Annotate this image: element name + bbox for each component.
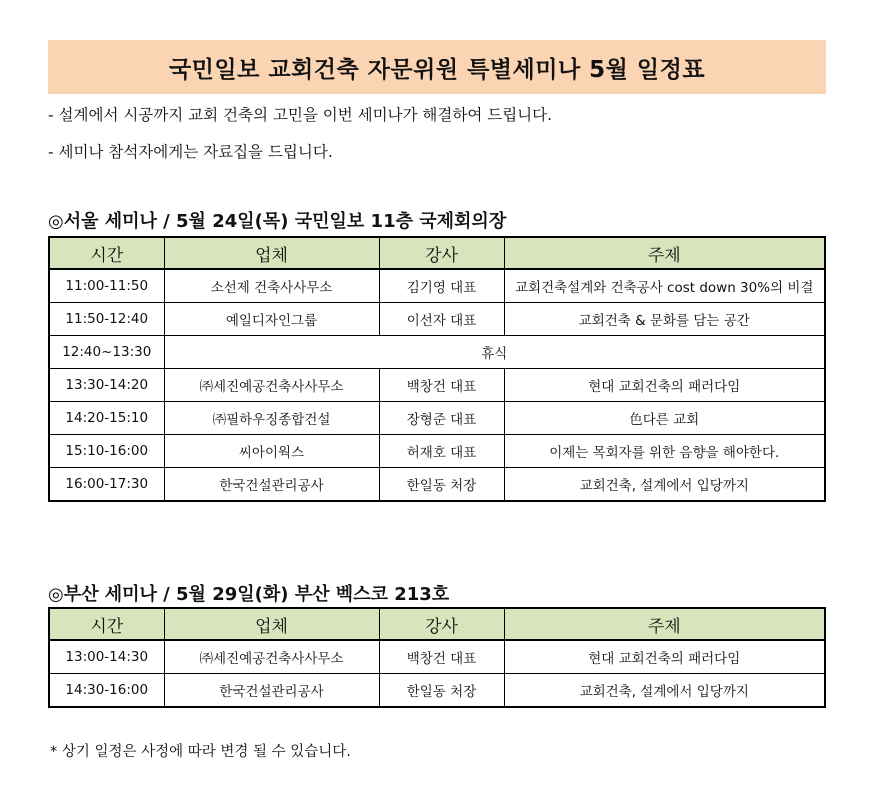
cell-topic: 교회건축설계와 건축공사 cost down 30%의 비결 [504, 269, 825, 303]
cell-topic: 교회건축, 설계에서 입당까지 [504, 674, 825, 708]
header-company: 업체 [164, 237, 379, 269]
cell-company: ㈜필하우징종합건설 [164, 402, 379, 435]
cell-company: 한국건설관리공사 [164, 468, 379, 502]
header-row [49, 608, 825, 640]
cell-topic: 교회건축, 설계에서 입당까지 [504, 468, 825, 502]
cell-time: 12:40~13:30 [49, 336, 164, 369]
cell-speaker: 백창건 대표 [379, 369, 504, 402]
cell-speaker: 백창건 대표 [379, 640, 504, 674]
cell-speaker: 김기영 대표 [379, 269, 504, 303]
header-time: 시간 [49, 237, 164, 269]
table-row [49, 640, 825, 674]
table-row [49, 468, 825, 502]
cell-topic: 현대 교회건축의 패러다임 [504, 369, 825, 402]
break-row [49, 336, 825, 369]
table-row [49, 303, 825, 336]
cell-time: 11:50-12:40 [49, 303, 164, 336]
cell-time: 13:00-14:30 [49, 640, 164, 674]
table-row [49, 369, 825, 402]
cell-speaker: 이선자 대표 [379, 303, 504, 336]
busan-section-title: ◎부산 세미나 / 5월 29일(화) 부산 벡스코 213호 [48, 584, 450, 605]
header-row [49, 237, 825, 269]
header-speaker: 강사 [379, 608, 504, 640]
page-title-text: 국민일보 교회건축 자문위원 특별세미나 5월 일정표 [168, 56, 706, 83]
cell-company: ㈜세진예공건축사사무소 [164, 369, 379, 402]
cell-company: ㈜세진예공건축사사무소 [164, 640, 379, 674]
busan-schedule-table [48, 607, 826, 708]
cell-company: 한국건설관리공사 [164, 674, 379, 708]
break-label: 휴식 [164, 336, 825, 369]
footnote: * 상기 일정은 사정에 따라 변경 될 수 있습니다. [50, 744, 351, 760]
notes [48, 100, 552, 174]
cell-topic: 교회건축 & 문화를 담는 공간 [504, 303, 825, 336]
cell-speaker: 장형준 대표 [379, 402, 504, 435]
cell-time: 15:10-16:00 [49, 435, 164, 468]
seoul-section-title: ◎서울 세미나 / 5월 24일(목) 국민일보 11층 국제회의장 [48, 211, 507, 232]
cell-speaker: 한일동 처장 [379, 674, 504, 708]
table-row [49, 269, 825, 303]
cell-time: 14:30-16:00 [49, 674, 164, 708]
header-topic: 주제 [504, 237, 825, 269]
table-row [49, 402, 825, 435]
cell-time: 13:30-14:20 [49, 369, 164, 402]
cell-topic: 현대 교회건축의 패러다임 [504, 640, 825, 674]
table-row [49, 435, 825, 468]
header-speaker: 강사 [379, 237, 504, 269]
cell-time: 11:00-11:50 [49, 269, 164, 303]
cell-time: 16:00-17:30 [49, 468, 164, 502]
header-time: 시간 [49, 608, 164, 640]
page-title [48, 40, 826, 94]
cell-topic: 이제는 목회자를 위한 음향을 해야한다. [504, 435, 825, 468]
cell-company: 예일디자인그룹 [164, 303, 379, 336]
note-item: - 설계에서 시공까지 교회 건축의 고민을 이번 세미나가 해결하여 드립니다. [48, 106, 553, 124]
cell-speaker: 허재호 대표 [379, 435, 504, 468]
cell-time: 14:20-15:10 [49, 402, 164, 435]
note-item: - 세미나 참석자에게는 자료집을 드립니다. [48, 143, 333, 161]
table-row [49, 674, 825, 708]
seoul-schedule-table [48, 236, 826, 502]
header-company: 업체 [164, 608, 379, 640]
cell-company: 씨아이웍스 [164, 435, 379, 468]
header-topic: 주제 [504, 608, 825, 640]
cell-topic: 色다른 교회 [504, 402, 825, 435]
cell-speaker: 한일동 처장 [379, 468, 504, 502]
cell-company: 소선제 건축사사무소 [164, 269, 379, 303]
